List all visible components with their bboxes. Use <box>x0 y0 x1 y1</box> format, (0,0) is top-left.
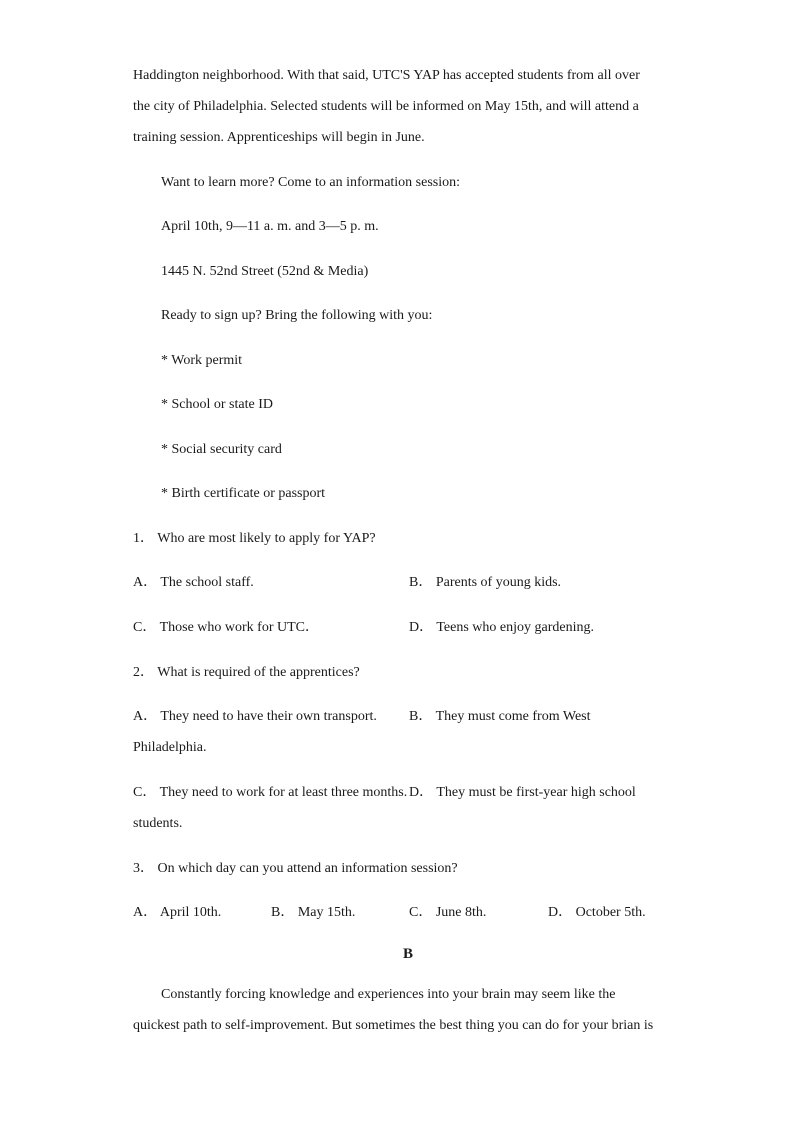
info-session-date-time: April 10th, 9—11 a. m. and 3—5 p. m. <box>161 219 379 234</box>
paragraph-line: quickest path to self-improvement. But sometimes the best thing you can do for your brian is <box>133 1018 654 1033</box>
question-stem: 3． On which day can you attend an information session? <box>133 861 458 876</box>
option-d: D． October 5th. <box>548 905 646 920</box>
option-d: D． Teens who enjoy gardening. <box>409 620 595 635</box>
question-stem: 1． Who are most likely to apply for YAP? <box>133 531 376 546</box>
option-b: B． Parents of young kids. <box>409 575 562 590</box>
option-c: C． June 8th. <box>409 905 487 920</box>
paragraph-line: training session. Apprenticeships will begin in June. <box>133 130 425 145</box>
option-d-continuation: students. <box>133 816 183 831</box>
option-b: B． May 15th. <box>271 905 356 920</box>
option-b: B． They must come from West <box>409 709 591 724</box>
paragraph-line: Constantly forcing knowledge and experiences into your brain may seem like the <box>161 987 616 1002</box>
option-d: D． They must be first-year high school <box>409 785 636 800</box>
option-a: A． April 10th. <box>133 905 222 920</box>
signup-prompt: Ready to sign up? Bring the following with you: <box>161 308 433 323</box>
option-b-continuation: Philadelphia. <box>133 740 207 755</box>
option-a: A． The school staff. <box>133 575 254 590</box>
info-session-address: 1445 N. 52nd Street (52nd & Media) <box>161 264 369 279</box>
signup-list-item: * Social security card <box>161 442 282 457</box>
question-stem: 2． What is required of the apprentices? <box>133 665 360 680</box>
option-c: C． Those who work for UTC． <box>133 620 320 635</box>
signup-list-item: * School or state ID <box>161 397 273 412</box>
option-a: A． They need to have their own transport. <box>133 709 377 724</box>
option-c: C． They need to work for at least three months. <box>133 785 408 800</box>
section-heading: B <box>402 946 413 962</box>
signup-list-item: * Work permit <box>161 353 243 368</box>
signup-list-item: * Birth certificate or passport <box>161 486 326 501</box>
info-session-prompt: Want to learn more? Come to an information session: <box>161 175 461 190</box>
paragraph-line: the city of Philadelphia. Selected students will be informed on May 15th, and will attend a <box>133 99 639 114</box>
paragraph-line: Haddington neighborhood. With that said, UTC'S YAP has accepted students from all over <box>133 68 640 83</box>
